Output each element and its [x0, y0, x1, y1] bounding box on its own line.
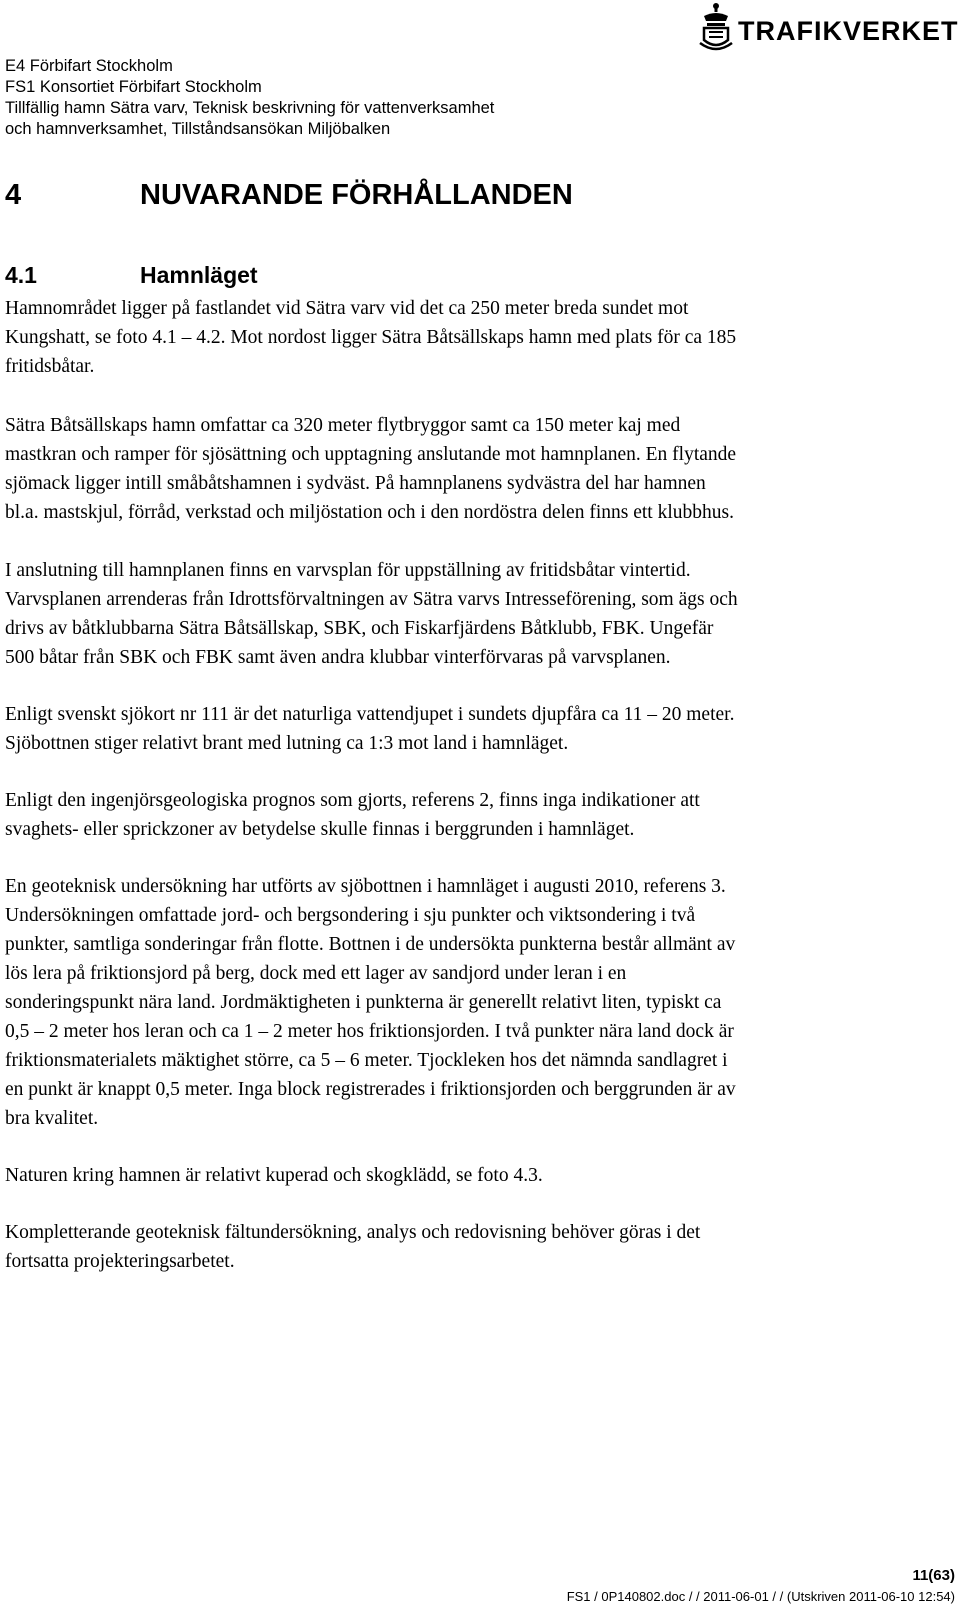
- header-line-project: E4 Förbifart Stockholm: [5, 57, 173, 75]
- text-line: Kungshatt, se foto 4.1 – 4.2. Mot nordost ligger Sätra Båtsällskaps hamn med plats för ca 185: [5, 327, 737, 348]
- paragraph-5: [5, 786, 955, 844]
- subsection-number: 4.1: [5, 262, 37, 288]
- paragraph-7: [5, 1161, 955, 1190]
- text-line: Sätra Båtsällskaps hamn omfattar ca 320 meter flytbryggor samt ca 150 meter kaj med: [5, 415, 681, 436]
- subsection-heading: [5, 259, 258, 291]
- document-reference: FS1 / 0P140802.doc / / 2011-06-01 / / (Utskriven 2011-06-10 12:54): [566, 1589, 955, 1604]
- text-line: 500 båtar från SBK och FBK samt även andra klubbar vinterförvaras på varvsplanen.: [5, 647, 671, 668]
- header-line-subtitle: och hamnverksamhet, Tillståndsansökan Miljöbalken: [5, 120, 391, 138]
- text-line: sjömack ligger intill småbåtshamnen i sydväst. På hamnplanens sydvästra del har hamnen: [5, 473, 706, 494]
- text-line: fritidsbåtar.: [5, 356, 95, 377]
- logo-wordmark: TRAFIKVERKET: [738, 16, 959, 46]
- crown-crest-icon: [698, 2, 734, 54]
- text-line: 0,5 – 2 meter hos leran och ca 1 – 2 meter hos friktionsjorden. I två punkter nära land dock är: [5, 1021, 734, 1042]
- text-line: punkter, samtliga sonderingar från flotte. Bottnen i de undersökta punkterna består allmänt av: [5, 934, 736, 955]
- header-line-title: Tillfällig hamn Sätra varv, Teknisk beskrivning för vattenverksamhet: [5, 99, 495, 117]
- text-line: Hamnområdet ligger på fastlandet vid Sätra varv vid det ca 250 meter breda sundet mot: [5, 298, 689, 319]
- header-line-consortium: FS1 Konsortiet Förbifart Stockholm: [5, 78, 262, 96]
- text-line: Naturen kring hamnen är relativt kuperad och skogklädd, se foto 4.3.: [5, 1165, 543, 1186]
- text-line: fortsatta projekteringsarbetet.: [5, 1251, 235, 1272]
- text-line: En geoteknisk undersökning har utförts av sjöbottnen i hamnläget i augusti 2010, referens 3.: [5, 876, 726, 897]
- text-line: Kompletterande geoteknisk fältundersökning, analys och redovisning behöver göras i det: [5, 1222, 701, 1243]
- section-number: 4: [5, 179, 22, 211]
- text-line: bl.a. mastskjul, förråd, verkstad och miljöstation och i den nordöstra delen finns ett klubbhus.: [5, 502, 734, 523]
- section-title: NUVARANDE FÖRHÅLLANDEN: [140, 179, 573, 211]
- page-number: 11(63): [912, 1567, 955, 1584]
- section-heading: [5, 177, 573, 213]
- text-line: I anslutning till hamnplanen finns en varvsplan för uppställning av fritidsbåtar vintertid.: [5, 560, 691, 581]
- trafikverket-logo: [698, 2, 960, 54]
- text-line: friktionsmaterialets mäktighet större, ca 5 – 6 meter. Tjockleken hos det nämnda sandlagret i: [5, 1050, 728, 1071]
- text-line: sonderingspunkt nära land. Jordmäktigheten i punkterna är generellt relativt liten, typiskt ca: [5, 992, 722, 1013]
- text-line: bra kvalitet.: [5, 1108, 99, 1129]
- text-line: Enligt den ingenjörsgeologiska prognos som gjorts, referens 2, finns inga indikationer att: [5, 790, 700, 811]
- text-line: lös lera på friktionsjord på berg, dock med ett lager av sandjord under leran i en: [5, 963, 627, 984]
- paragraph-4: [5, 700, 955, 758]
- text-line: mastkran och ramper för sjösättning och upptagning anslutande mot hamnplanen. En flytande: [5, 444, 737, 465]
- paragraph-3: [5, 556, 955, 672]
- text-line: Enligt svenskt sjökort nr 111 är det naturliga vattendjupet i sundets djupfåra ca 11 – 20 meter.: [5, 704, 735, 725]
- text-line: Sjöbottnen stiger relativt brant med lutning ca 1:3 mot land i hamnläget.: [5, 733, 569, 754]
- text-line: en punkt är knappt 0,5 meter. Inga block registrerades i friktionsjorden och berggrunden är av: [5, 1079, 736, 1100]
- paragraph-6: [5, 872, 955, 1133]
- subsection-title: Hamnläget: [140, 262, 258, 288]
- text-line: drivs av båtklubbarna Sätra Båtsällskap, SBK, och Fiskarfjärdens Båtklubb, FBK. Ungefär: [5, 618, 714, 639]
- paragraph-2: [5, 411, 955, 527]
- text-line: Undersökningen omfattade jord- och bergsondering i sju punkter och viktsondering i två: [5, 905, 696, 926]
- text-line: svaghets- eller sprickzoner av betydelse skulle finnas i berggrunden i hamnläget.: [5, 819, 635, 840]
- document-header: [5, 56, 494, 140]
- paragraph-8: [5, 1218, 955, 1276]
- paragraph-1: [5, 294, 955, 381]
- text-line: Varvsplanen arrenderas från Idrottsförvaltningen av Sätra varvs Intresseförening, som ägs och: [5, 589, 738, 610]
